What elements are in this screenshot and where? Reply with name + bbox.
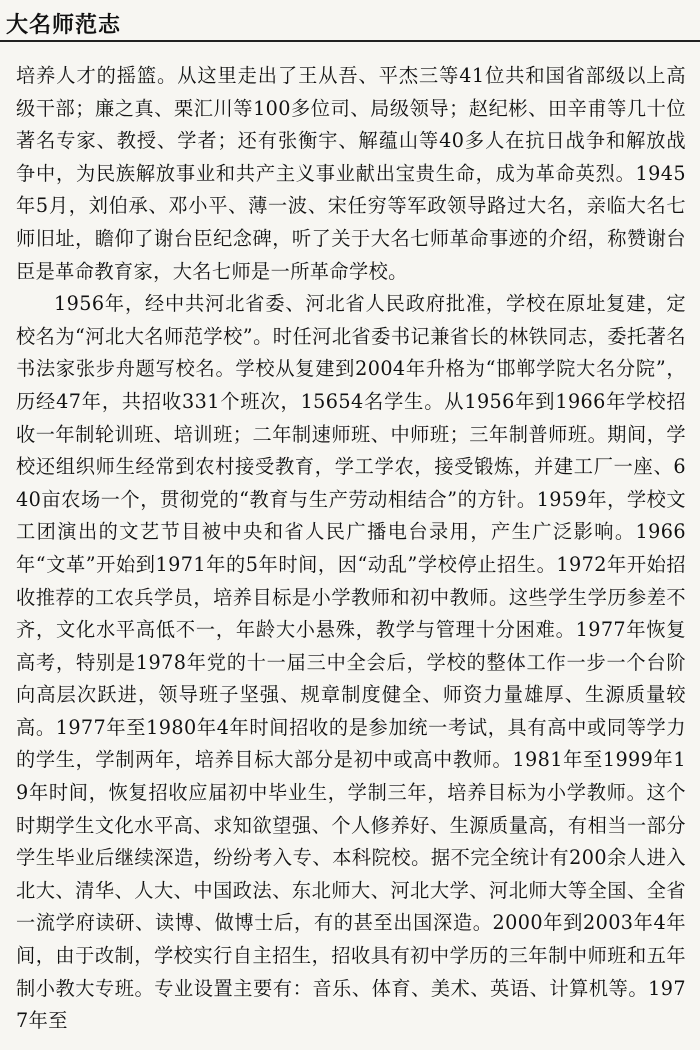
running-head-title: 大名师范志 [6,13,122,38]
paragraph-1956-history: 1956年，经中共河北省委、河北省人民政府批准，学校在原址复建，定校名为“河北大名师范学校”。时任河北省委书记兼省长的林铁同志，委托著名书法家张步舟题写校名。学校从复建到2004年升格为“邯郸学院大名分院”，历经47年，共招收331个班次，15654名学生。从1956年到1966年学校招收一年制轮训班、培训班；二年制速师班、中师班；三年制普师班。期间，学校还组织师生经常到农村接受教育，学工学农，接受锻炼，并建工厂一座、640亩农场一个，贯彻党的“教育与生产劳动相结合”的方针。1959年，学校文工团演出的文艺节目被中央和省人民广播电台录用，产生广泛影响。1966年“文革”开始到1971年的5年时间，因“动乱”学校停止招生。1972年开始招收推荐的工农兵学员，培养目标是小学教师和初中教师。这些学生学历参差不齐，文化水平高低不一，年龄大小悬殊，教学与管理十分困难。1977年恢复高考，特别是1978年党的十一届三中全会后，学校的整体工作一步一个台阶向高层次跃进，领导班子坚强、规章制度健全、师资力量雄厚、生源质量较高。1977年至1980年4年时间招收的是参加统一考试，具有高中或同等学力的学生，学制两年，培养目标大部分是初中或高中教师。1981年至1999年19年时间，恢复招收应届初中毕业生，学制三年，培养目标为小学教师。这个时期学生文化水平高、求知欲望强、个人修养好、生源质量高，有相当一部分学生毕业后继续深造，纷纷考入专、本科院校。据不完全统计有200余人进入北大、清华、人大、中国政法、东北师大、河北大学、河北师大等全国、全省一流学府读研、读博、做博士后，有的甚至出国深造。2000年到2003年4年间，由于改制，学校实行自主招生，招收具有初中学历的三年制中师班和五年制小教大专班。专业设置主要有：音乐、体育、美术、英语、计算机等。1977年至 [16,292,686,1033]
running-head [0,0,700,50]
running-head-rule [0,40,700,42]
paragraph-continued: 培养人才的摇篮。从这里走出了王从吾、平杰三等41位共和国省部级以上高级干部；廉之真、栗汇川等100多位司、局级领导；赵纪彬、田辛甫等几十位著名专家、教授、学者；还有张衡宇、解蕴山等40多人在抗日战争和解放战争中，为民族解放事业和共产主义事业献出宝贵生命，成为革命英烈。1945年5月，刘伯承、邓小平、薄一波、宋任穷等军政领导路过大名，亲临大名七师旧址，瞻仰了谢台臣纪念碑，听了关于大名七师革命事迹的介绍，称赞谢台臣是革命教育家，大名七师是一所革命学校。 [16,64,686,283]
body-text [16,60,686,1038]
